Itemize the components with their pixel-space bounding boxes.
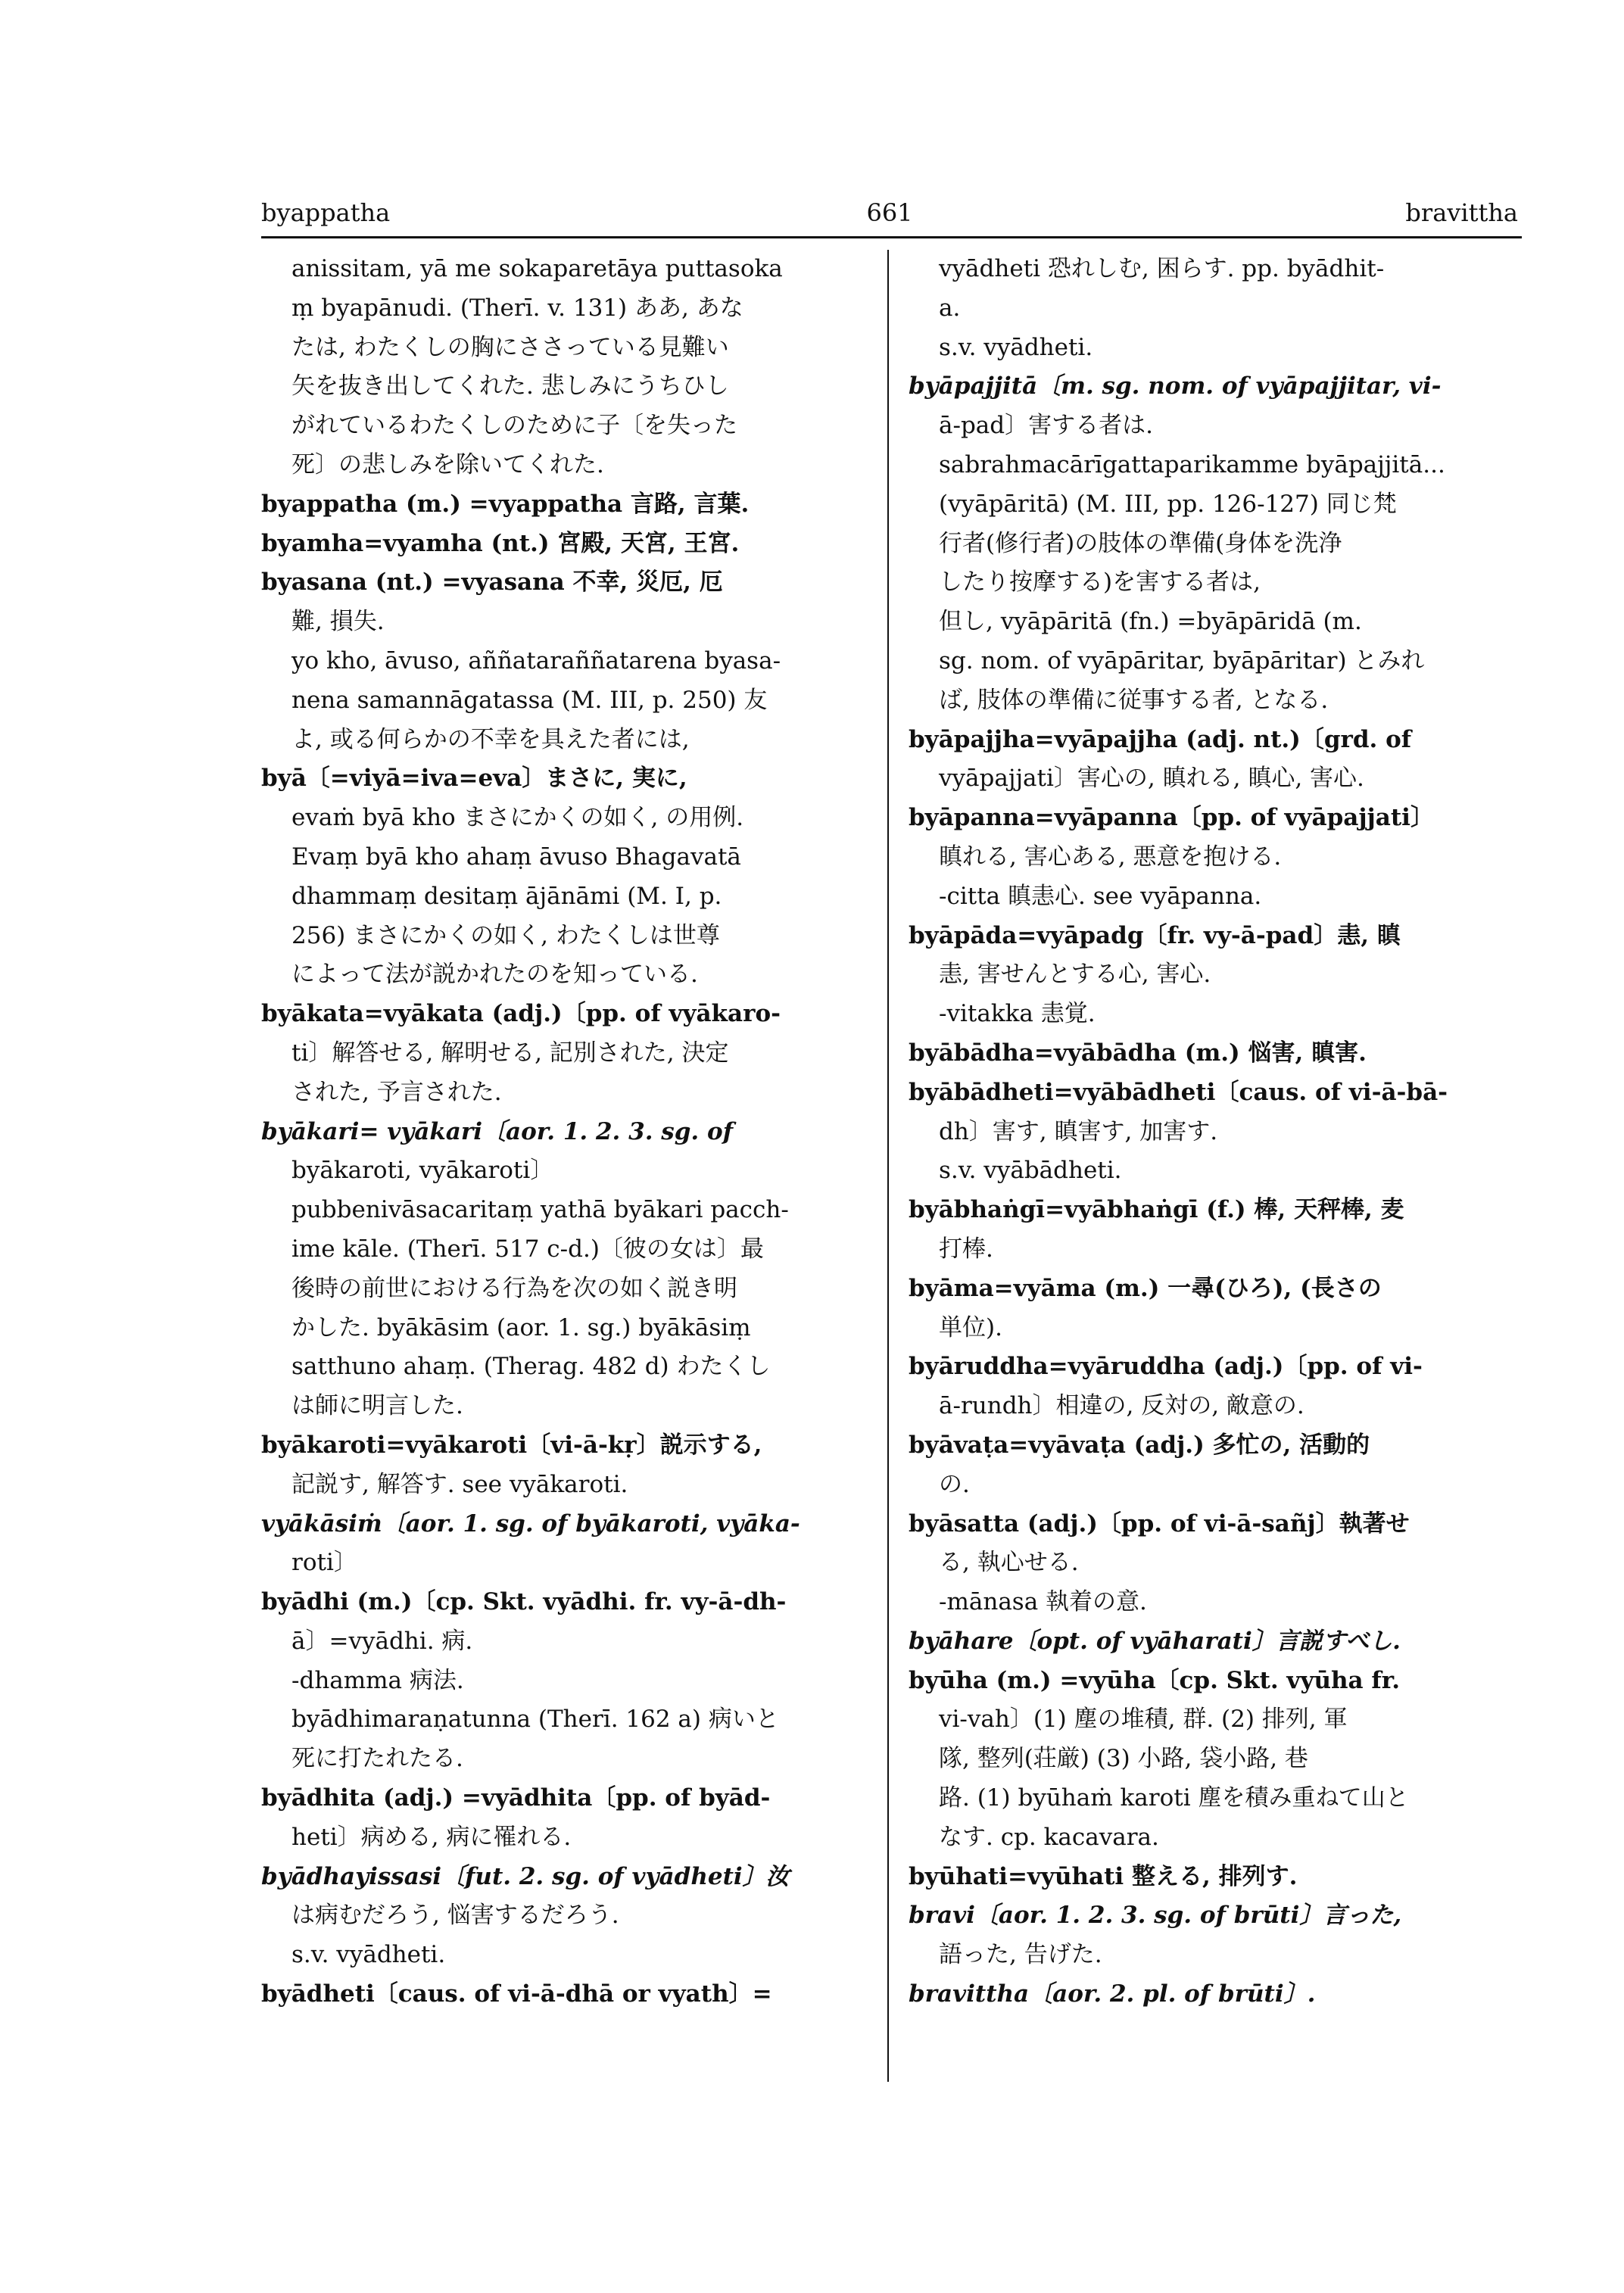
entry-headword-line: byūhati=vyūhati 整える, 排列す.	[909, 1862, 1298, 1890]
entry-line: る, 執心せる.	[939, 1549, 1079, 1577]
entry-line: は病むだろう, 悩害するだろう.	[291, 1902, 619, 1930]
entry-line: 行者(修行者)の肢体の準備(身体を洗浄	[939, 529, 1342, 557]
entry-line: nena samannāgatassa (M. III, p. 250) 友	[291, 686, 768, 714]
entry-line: sg. nom. of vyāpāritar, byāpāritar) とみれ	[939, 646, 1425, 675]
entry-headword-line: byāpāda=vyāpadg〔fr. vy-ā-pad〕恚, 瞋	[909, 921, 1401, 949]
entry-line: a.	[939, 294, 961, 322]
entry-headword-line: byākata=vyākata (adj.)〔pp. of vyākaro-	[261, 1000, 781, 1028]
entry-line: よ, 或る何らかの不幸を具えた者には,	[291, 725, 690, 753]
entry-line: 恚, 害せんとする心, 害心.	[939, 961, 1211, 989]
entry-headword-line: byāvaṭa=vyāvaṭa (adj.) 多忙の, 活動的	[909, 1431, 1370, 1459]
entry-headword-line: bravittha〔aor. 2. pl. of brūti〕.	[909, 1980, 1316, 2008]
page-number: 661	[866, 198, 913, 227]
entry-line: したり按摩する)を害する者は,	[939, 569, 1261, 597]
entry-line: によって法が説かれたのを知っている.	[291, 961, 698, 989]
entry-headword-line: byādhayissasi〔fut. 2. sg. of vyādheti〕汝	[261, 1862, 790, 1890]
entry-line: dh〕害す, 瞋害す, 加害す.	[939, 1117, 1218, 1145]
entry-line: s.v. vyādheti.	[939, 333, 1093, 361]
entry-line: 難, 損失.	[291, 608, 385, 636]
entry-line: された, 予言された.	[291, 1078, 502, 1106]
entry-headword-line: byākari= vyākari〔aor. 1. 2. 3. sg. of	[261, 1117, 734, 1145]
running-header	[261, 198, 1518, 236]
entry-headword-line: byāpajjha=vyāpajjha (adj. nt.)〔grd. of	[909, 725, 1412, 753]
entry-line: anissitam, yā me sokaparetāya puttasoka	[291, 255, 783, 282]
entry-line: ā-rundh〕相違の, 反対の, 敵意の.	[939, 1392, 1304, 1420]
entry-line: 記説す, 解答す. see vyākaroti.	[291, 1470, 628, 1498]
left-column	[261, 250, 867, 2014]
entry-line: byākaroti, vyākaroti〕	[291, 1157, 554, 1185]
header-left-guide-word: byappatha	[261, 198, 391, 227]
entry-line: ime kāle. (Therī. 517 c-d.)〔彼の女は〕最	[291, 1235, 764, 1263]
entry-line: vi-vah〕(1) 塵の堆積, 群. (2) 排列, 軍	[939, 1706, 1348, 1734]
entry-line: vyādheti 恐れしむ, 困らす. pp. byādhit-	[939, 255, 1385, 282]
entry-line: 256) まさにかくの如く, わたくしは世尊	[291, 921, 720, 949]
entry-line: 死に打たれたる.	[291, 1745, 463, 1773]
header-rule	[261, 236, 1522, 238]
entry-line: ā〕=vyādhi. 病.	[291, 1627, 473, 1655]
entry-line: -mānasa 執着の意.	[939, 1588, 1147, 1616]
entry-line: ti〕解答せる, 解明せる, 記別された, 決定	[291, 1039, 729, 1067]
entry-line: 矢を抜き出してくれた. 悲しみにうちひし	[291, 372, 729, 400]
entry-line: たは, わたくしの胸にささっている見難い	[291, 333, 729, 361]
entry-line: ā-pad〕害する者は.	[939, 412, 1153, 440]
entry-line: 単位).	[939, 1313, 1002, 1341]
entry-line: 語った, 告げた.	[939, 1941, 1102, 1969]
entry-headword-line: byasana (nt.) =vyasana 不幸, 災厄, 厄	[261, 569, 723, 597]
header-right-guide-word: bravittha	[1405, 198, 1518, 227]
entry-line: 瞋れる, 害心ある, 悪意を抱ける.	[939, 843, 1282, 871]
entry-line: s.v. vyābādheti.	[939, 1157, 1122, 1185]
entry-line: vyāpajjati〕害心の, 瞋れる, 瞋心, 害心.	[939, 765, 1364, 793]
entry-line: heti〕病める, 病に罹れる.	[291, 1823, 572, 1851]
entry-line: -citta 瞋恚心. see vyāpanna.	[939, 882, 1262, 910]
entry-line: yo kho, āvuso, aññataraññatarena byasa-	[291, 646, 781, 675]
entry-headword-line: byamha=vyamha (nt.) 宮殿, 天宮, 王宮.	[261, 529, 740, 557]
entry-line: evaṁ byā kho まさにかくの如く, の用例.	[291, 804, 744, 832]
entry-line: Evaṃ byā kho ahaṃ āvuso Bhagavatā	[291, 843, 741, 871]
entry-headword-line: byākaroti=vyākaroti〔vi-ā-kṛ〕説示する,	[261, 1431, 762, 1459]
entry-headword-line: vyākāsiṁ〔aor. 1. sg. of byākaroti, vyāka-	[261, 1509, 800, 1537]
entry-line: は師に明言した.	[291, 1392, 463, 1420]
entry-headword-line: byāpajjitā〔m. sg. nom. of vyāpajjitar, vi-	[909, 372, 1442, 400]
entry-line: 後時の前世における行為を次の如く説き明	[291, 1274, 737, 1302]
entry-line: 打棒.	[939, 1235, 993, 1263]
entry-line: かした. byākāsim (aor. 1. sg.) byākāsiṃ	[291, 1313, 751, 1341]
entry-line: -dhamma 病法.	[291, 1666, 464, 1694]
entry-headword-line: byāma=vyāma (m.) 一尋(ひろ), (長さの	[909, 1274, 1382, 1302]
entry-line: なす. cp. kacavara.	[939, 1823, 1159, 1851]
entry-headword-line: byāpanna=vyāpanna〔pp. of vyāpajjati〕	[909, 804, 1434, 832]
entry-line: sabrahmacārīgattaparikamme byāpajjitā...	[939, 450, 1445, 478]
entry-headword-line: byābādheti=vyābādheti〔caus. of vi-ā-bā-	[909, 1078, 1448, 1106]
entry-line: s.v. vyādheti.	[291, 1941, 446, 1969]
entry-line: ば, 肢体の準備に従事する者, となる.	[939, 686, 1329, 714]
entry-headword-line: byūha (m.) =vyūha〔cp. Skt. vyūha fr.	[909, 1666, 1401, 1694]
entry-line: (vyāpāritā) (M. III, pp. 126-127) 同じ梵	[939, 490, 1397, 518]
entry-headword-line: byāruddha=vyāruddha (adj.)〔pp. of vi-	[909, 1353, 1423, 1381]
entry-line: 死〕の悲しみを除いてくれた.	[291, 450, 604, 478]
column-divider	[887, 250, 889, 2082]
right-column	[909, 250, 1518, 2014]
entry-line: dhammaṃ desitaṃ ājānāmi (M. I, p.	[291, 882, 722, 910]
entry-headword-line: byā〔=viyā=iva=eva〕まさに, 実に,	[261, 765, 687, 793]
entry-headword-line: byābhaṅgī=vyābhaṅgī (f.) 棒, 天秤棒, 麦	[909, 1196, 1404, 1224]
entry-line: がれているわたくしのために子〔を失った	[291, 412, 737, 440]
entry-headword-line: byādhi (m.)〔cp. Skt. vyādhi. fr. vy-ā-dh-	[261, 1588, 787, 1616]
entry-line: -vitakka 恚覚.	[939, 1000, 1096, 1028]
entry-line: byādhimaraṇatunna (Therī. 162 a) 病いと	[291, 1706, 779, 1734]
entry-headword-line: byāhare〔opt. of vyāharati〕言説すべし.	[909, 1627, 1401, 1655]
entry-line: 路. (1) byūhaṁ karoti 塵を積み重ねて山と	[939, 1784, 1409, 1812]
entry-headword-line: byappatha (m.) =vyappatha 言路, 言葉.	[261, 490, 750, 518]
entry-headword-line: byādhita (adj.) =vyādhita〔pp. of byād-	[261, 1784, 771, 1812]
entry-headword-line: byāsatta (adj.)〔pp. of vi-ā-sañj〕執著せ	[909, 1509, 1410, 1537]
entry-headword-line: byābādha=vyābādha (m.) 悩害, 瞋害.	[909, 1039, 1367, 1067]
entry-line: ṃ byapānudi. (Therī. v. 131) ああ, あな	[291, 294, 743, 322]
entry-headword-line: bravi〔aor. 1. 2. 3. sg. of brūti〕言った,	[909, 1902, 1402, 1930]
entry-line: 隊, 整列(荘厳) (3) 小路, 袋小路, 巷	[939, 1745, 1308, 1773]
entry-line: 但し, vyāpāritā (fn.) =byāpāridā (m.	[939, 608, 1362, 636]
entry-line: roti〕	[291, 1549, 357, 1577]
entry-headword-line: byādheti〔caus. of vi-ā-dhā or vyath〕=	[261, 1980, 772, 2008]
entry-line: の.	[939, 1470, 970, 1498]
entry-line: pubbenivāsacaritaṃ yathā byākari pacch-	[291, 1196, 789, 1224]
entry-line: satthuno ahaṃ. (Therag. 482 d) わたくし	[291, 1353, 771, 1381]
